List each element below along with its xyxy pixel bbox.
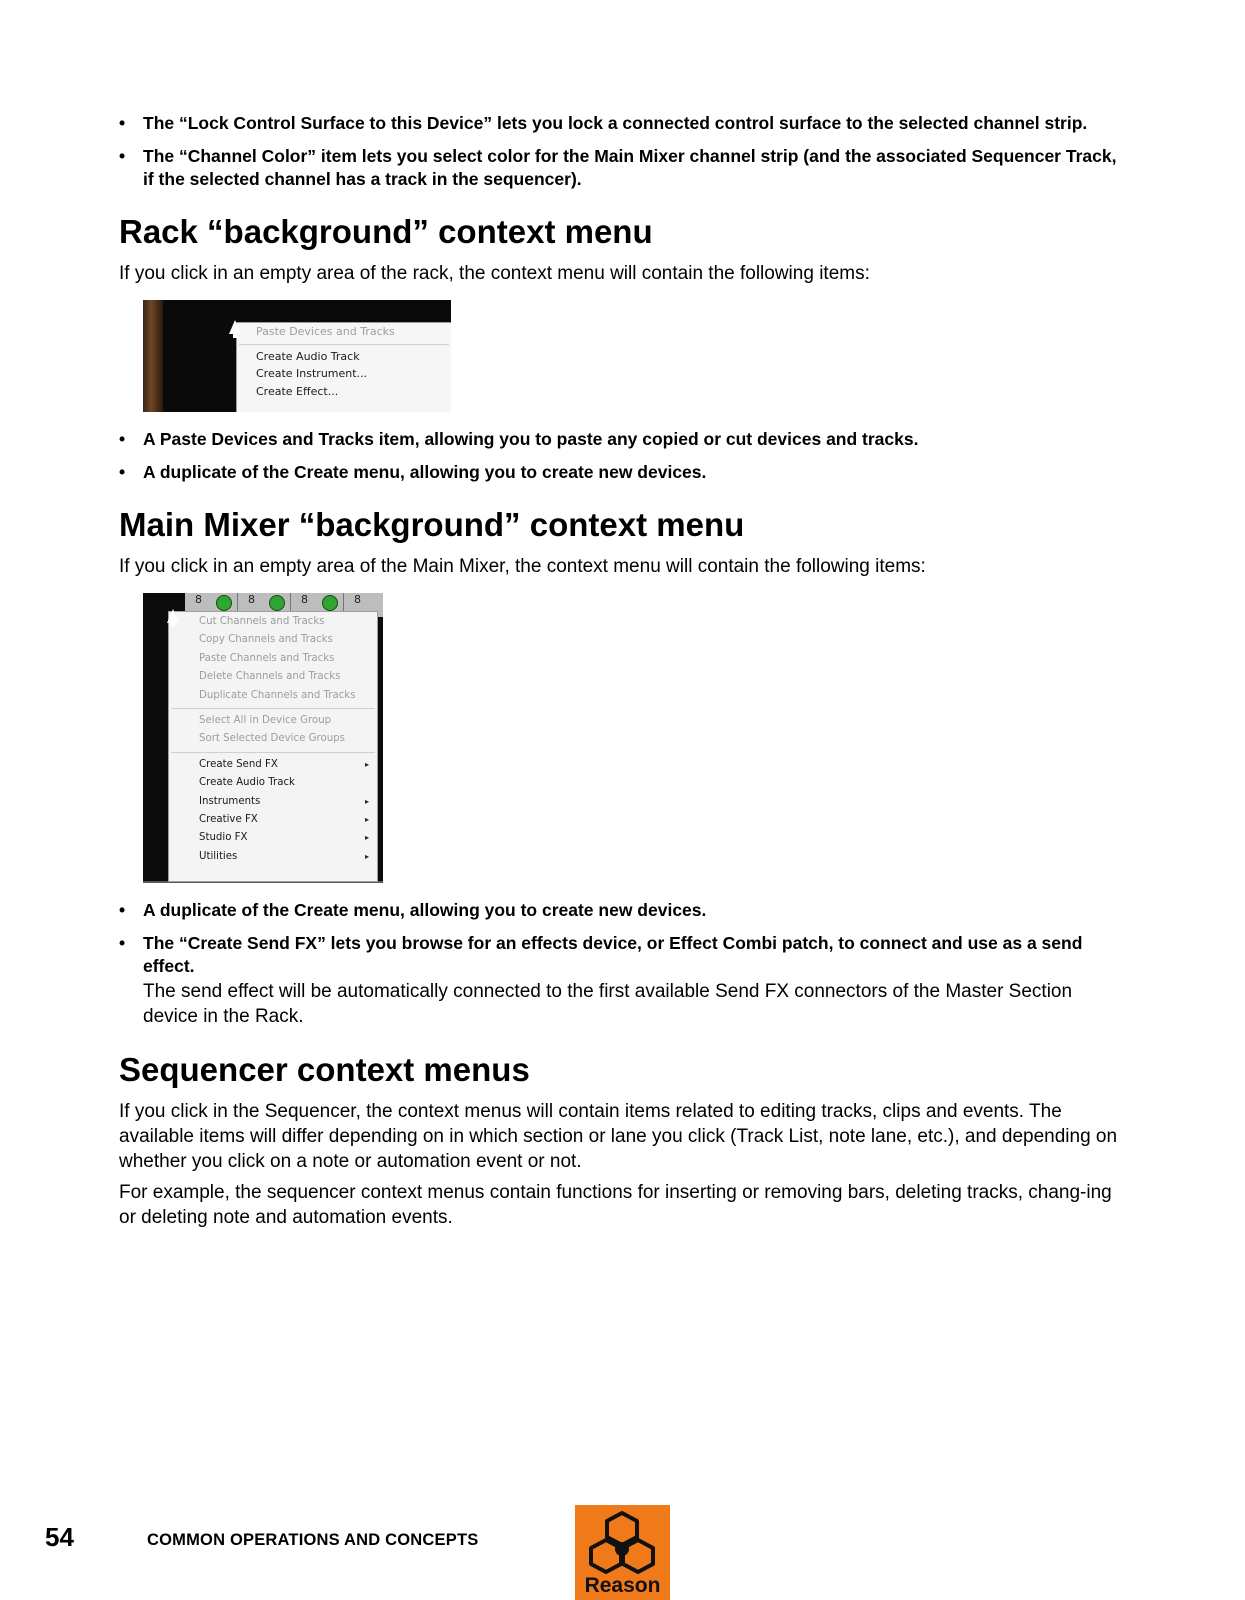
menu-item-create-effect[interactable]: Create Effect... (256, 384, 339, 398)
list-item: • The “Channel Color” item lets you select color for the Main Mixer channel strip (and the associated Sequencer Track, if the selected channel has a track in the sequencer). (119, 146, 1117, 189)
mixer-heading: Main Mixer “background” context menu (119, 506, 745, 543)
mixer-context-menu-screenshot (143, 593, 383, 883)
sequencer-heading: Sequencer context menus (119, 1051, 530, 1088)
mixer-bullet-list (119, 899, 1129, 1029)
list-item: • A duplicate of the Create menu, allowing you to create new devices. (119, 900, 707, 920)
menu-separator (171, 752, 375, 753)
menu-item-cut-channels[interactable]: Cut Channels and Tracks (199, 616, 325, 627)
mixer-context-menu (168, 611, 378, 882)
submenu-arrow-icon: ▸ (364, 814, 369, 824)
menu-item-instruments[interactable]: Instruments ▸ (169, 793, 377, 811)
submenu-arrow-icon: ▸ (364, 851, 369, 861)
menu-item-create-audio-track[interactable]: Create Audio Track (256, 349, 360, 363)
menu-separator (239, 344, 449, 345)
submenu-arrow-icon: ▸ (364, 833, 369, 843)
page-content (119, 112, 1129, 1236)
channel-number: 8 (248, 593, 255, 606)
rack-context-menu-screenshot (143, 300, 451, 412)
reason-logo-icon (575, 1505, 670, 1577)
menu-item-creative-fx[interactable]: Creative FX ▸ (169, 811, 377, 829)
menu-item-create-send-fx[interactable]: Create Send FX ▸ (169, 756, 377, 774)
channel-number: 8 (301, 593, 308, 606)
menu-item-paste-channels[interactable]: Paste Channels and Tracks (199, 652, 335, 664)
menu-item-create-instrument[interactable]: Create Instrument... (256, 367, 368, 380)
list-item: • The “Lock Control Surface to this Device” lets you lock a connected control surface to the selected channel strip. (119, 113, 1088, 133)
logo-text: Reason (584, 1574, 661, 1597)
menu-item-delete-channels[interactable]: Delete Channels and Tracks (199, 671, 341, 683)
reason-logo (575, 1505, 670, 1600)
send-knob-icon[interactable] (269, 595, 285, 611)
menu-item-utilities[interactable]: Utilities ▸ (169, 848, 377, 866)
channel-number: 8 (354, 593, 361, 606)
mouse-pointer-icon (229, 320, 241, 334)
rack-context-menu (236, 322, 451, 412)
top-bullet-list (119, 112, 1129, 191)
submenu-arrow-icon: ▸ (364, 759, 369, 769)
rack-heading: Rack “background” context menu (119, 213, 653, 250)
menu-item-select-all-device-group[interactable]: Select All in Device Group (199, 714, 332, 726)
rack-wood-panel (143, 300, 163, 412)
section-title: COMMON OPERATIONS AND CONCEPTS (147, 1531, 479, 1549)
send-knob-icon[interactable] (322, 595, 338, 611)
menu-item-duplicate-channels[interactable]: Duplicate Channels and Tracks (199, 689, 356, 701)
rack-bullet-list (119, 428, 1129, 484)
mouse-pointer-icon (167, 609, 179, 623)
list-item: • A duplicate of the Create menu, allowing you to create new devices. (119, 462, 707, 482)
menu-item-create-audio-track[interactable]: Create Audio Track (199, 777, 295, 789)
sequencer-paragraph-2: For example, the sequencer context menus contain functions for inserting or removing bars, deleting tracks, chang-ing or deleting note and automation events. (119, 1182, 1112, 1228)
rack-intro: If you click in an empty area of the rack, the context menu will contain the following items: (119, 263, 870, 284)
menu-separator (171, 708, 375, 709)
list-item: • A Paste Devices and Tracks item, allowing you to paste any copied or cut devices and tracks. (119, 429, 919, 449)
sequencer-paragraph-1: If you click in the Sequencer, the context menus will contain items related to editing tracks, clips and events. The available items will differ depending on in which section or lane you click (Track List, note lane, etc.), and depending on whether you click on a note or automation event or not. (119, 1101, 1118, 1172)
menu-item-studio-fx[interactable]: Studio FX ▸ (169, 829, 377, 847)
channel-number: 8 (195, 593, 202, 606)
menu-item-copy-channels[interactable]: Copy Channels and Tracks (199, 634, 333, 646)
page-number: 54 (45, 1522, 74, 1552)
menu-item-paste-devices[interactable]: Paste Devices and Tracks (256, 325, 395, 338)
menu-item-sort-device-groups[interactable]: Sort Selected Device Groups (199, 733, 345, 745)
submenu-arrow-icon: ▸ (364, 796, 369, 806)
send-knob-icon[interactable] (216, 595, 232, 611)
mixer-intro: If you click in an empty area of the Main Mixer, the context menu will contain the following items: (119, 556, 926, 577)
list-item: • The “Create Send FX” lets you browse for an effects device, or Effect Combi patch, to connect and use as a send effect. The send effect will be automatically connected to the first available Send FX connectors of the Master Section device in the Rack. (119, 933, 1083, 1027)
